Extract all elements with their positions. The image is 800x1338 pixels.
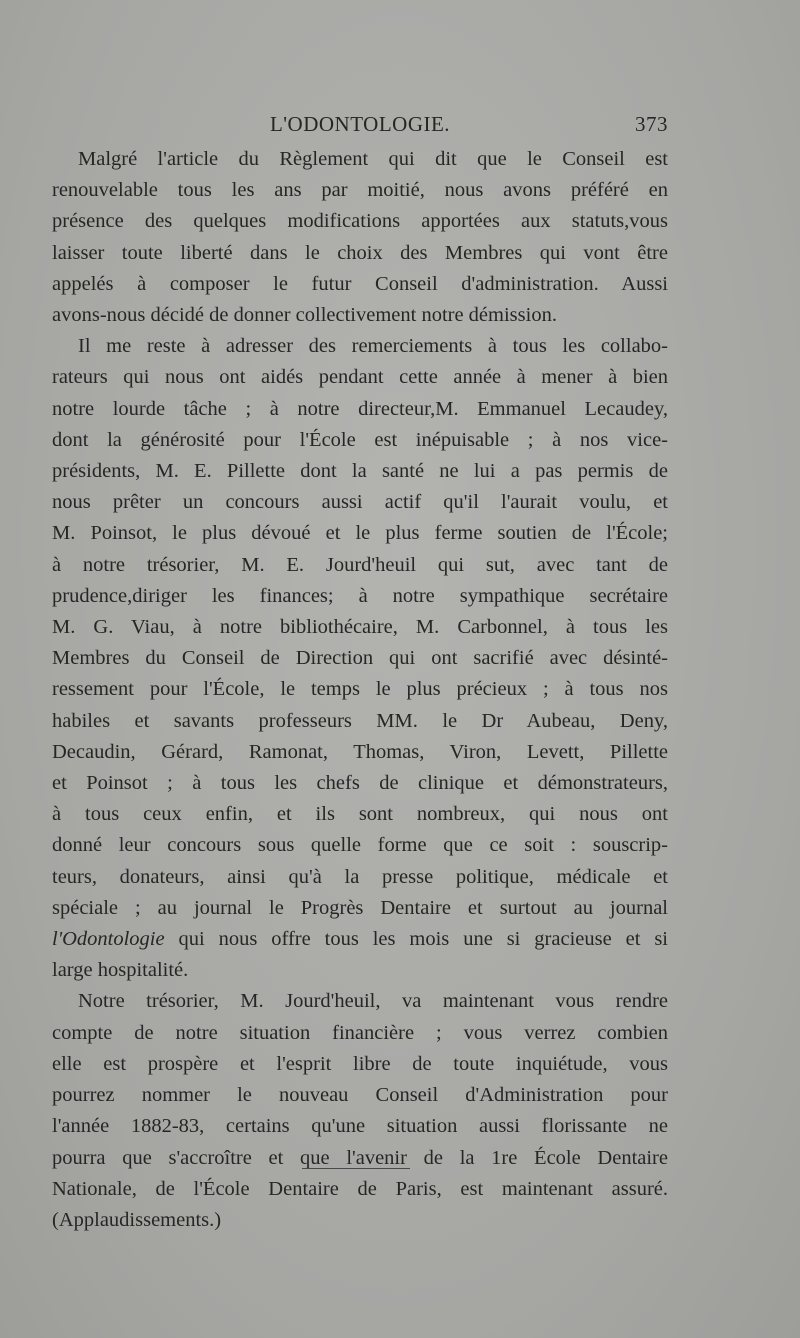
journal-title: l'Odontologie xyxy=(52,928,165,951)
text-line: M. Poinsot, le plus dévoué et le plus ferme soutien de l'École; xyxy=(52,522,668,545)
text-line: (Applaudissements.) xyxy=(52,1208,222,1231)
text-line: appelés à composer le futur Conseil d'administration. Aussi xyxy=(52,272,668,295)
page-number: 373 xyxy=(635,112,668,136)
text-line: Nationale, de l'École Dentaire de Paris, est maintenant assuré. xyxy=(52,1177,668,1200)
paragraph-2 xyxy=(52,331,668,986)
text-line: présence des quelques modifications apportées aux statuts,vous xyxy=(52,210,668,233)
text-line: compte de notre situation financière ; vous verrez combien xyxy=(52,1021,668,1044)
paragraph-1 xyxy=(52,144,668,331)
text-line: teurs, donateurs, ainsi qu'à la presse politique, médicale et xyxy=(52,865,668,888)
text-line: donné leur concours sous quelle forme que ce soit : souscrip- xyxy=(52,834,668,857)
closing-rule xyxy=(302,1168,410,1169)
text-line: M. G. Viau, à notre bibliothécaire, M. Carbonnel, à tous les xyxy=(52,616,668,639)
text-line: avons-nous décidé de donner collectivement notre démission. xyxy=(52,304,557,327)
text-line: Notre trésorier, M. Jourd'heuil, va maintenant vous rendre xyxy=(78,990,668,1013)
text-line-rest: qui nous offre tous les mois une si gracieuse et si xyxy=(164,928,668,951)
text-line: elle est prospère et l'esprit libre de toute inquiétude, vous xyxy=(52,1052,668,1075)
text-line: ressement pour l'École, le temps le plus précieux ; à tous nos xyxy=(52,678,668,701)
text-line: nous prêter un concours aussi actif qu'il l'aurait voulu, et xyxy=(52,491,668,514)
text-line: habiles et savants professeurs MM. le Dr Aubeau, Deny, xyxy=(52,709,668,732)
text-line: Malgré l'article du Règlement qui dit que le Conseil est xyxy=(78,148,668,170)
text-line: pourrez nommer le nouveau Conseil d'Administration pour xyxy=(52,1084,668,1107)
running-head xyxy=(52,108,668,144)
text-line: prudence,diriger les finances; à notre sympathique secrétaire xyxy=(52,584,668,607)
text-line: Decaudin, Gérard, Ramonat, Thomas, Viron, Levett, Pillette xyxy=(52,740,668,763)
text-line: Membres du Conseil de Direction qui ont sacrifié avec désinté- xyxy=(52,647,668,670)
text-line: spéciale ; au journal le Progrès Dentaire et surtout au journal xyxy=(52,896,668,919)
book-page xyxy=(52,108,668,1236)
text-line: Il me reste à adresser des remerciements à tous les collabo- xyxy=(78,335,668,358)
text-line: renouvelable tous les ans par moitié, nous avons préféré en xyxy=(52,179,668,202)
text-line: présidents, M. E. Pillette dont la santé ne lui a pas permis de xyxy=(52,460,668,483)
text-line-with-italic xyxy=(52,924,668,955)
text-line: et Poinsot ; à tous les chefs de clinique et démonstrateurs, xyxy=(52,772,668,795)
text-line: pourra que s'accroître et que l'avenir de la 1re École Dentaire xyxy=(52,1146,668,1169)
text-line: à tous ceux enfin, et ils sont nombreux, qui nous ont xyxy=(52,803,668,826)
running-title: L'ODONTOLOGIE. xyxy=(269,112,451,136)
text-line: à notre trésorier, M. E. Jourd'heuil qui sut, avec tant de xyxy=(52,553,668,576)
text-line: notre lourde tâche ; à notre directeur,M. Emmanuel Lecaudey, xyxy=(52,397,668,420)
text-line: rateurs qui nous ont aidés pendant cette année à mener à bien xyxy=(52,366,668,389)
text-line: laisser toute liberté dans le choix des Membres qui vont être xyxy=(52,241,668,264)
text-line: large hospitalité. xyxy=(52,959,189,982)
text-line: l'année 1882-83, certains qu'une situation aussi florissante ne xyxy=(52,1115,668,1138)
paragraph-3 xyxy=(52,986,668,1236)
body-text xyxy=(52,144,668,1236)
text-line: dont la générosité pour l'École est inépuisable ; à nos vice- xyxy=(52,428,668,451)
